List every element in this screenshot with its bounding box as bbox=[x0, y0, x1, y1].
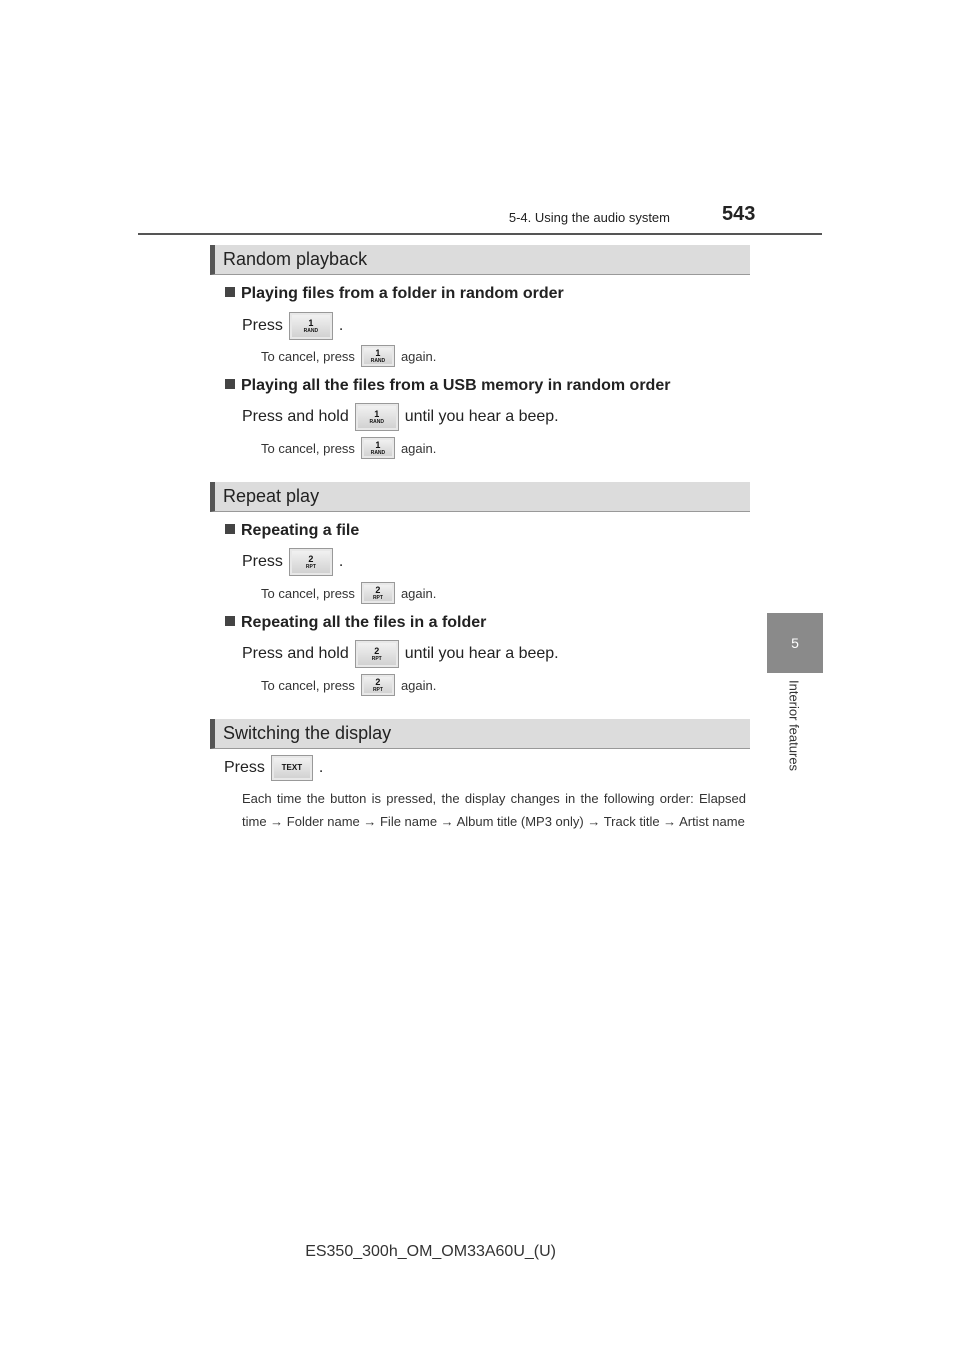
note-cancel-random-folder: To cancel, press 1 RAND again. bbox=[261, 345, 436, 367]
rand-button-icon: 1 RAND bbox=[361, 345, 395, 367]
bullet-square-icon bbox=[225, 524, 235, 534]
chapter-side-label bbox=[744, 680, 844, 800]
display-order-description: Each time the button is pressed, the display changes in the following order: Elapsed time → Folder name → File name → Album title (MP3 only) → Track title → Artist name bbox=[242, 791, 746, 829]
section-title: Random playback bbox=[223, 249, 368, 269]
section-repeat-play bbox=[210, 482, 750, 512]
bullet-square-icon bbox=[225, 287, 235, 297]
section-title: Switching the display bbox=[223, 723, 392, 743]
section-title: Repeat play bbox=[223, 486, 320, 506]
step-repeat-folder: Press and hold 2 RPT until you hear a beep. bbox=[242, 640, 559, 668]
note-cancel-repeat-file: To cancel, press 2 RPT again. bbox=[261, 582, 436, 604]
rpt-button-icon: 2 RPT bbox=[289, 548, 333, 576]
subheading-text: Playing files from a folder in random order bbox=[241, 285, 564, 302]
bullet-square-icon bbox=[225, 616, 235, 626]
note-cancel-repeat-folder: To cancel, press 2 RPT again. bbox=[261, 674, 436, 696]
subheading-text: Playing all the files from a USB memory in random order bbox=[241, 377, 671, 394]
step-end: . bbox=[338, 317, 344, 334]
step-random-usb: Press and hold 1 RAND until you hear a beep. bbox=[242, 403, 559, 431]
rpt-button-icon: 2 RPT bbox=[361, 582, 395, 604]
rand-button-icon: 1 RAND bbox=[289, 312, 333, 340]
subheading-random-usb bbox=[225, 377, 670, 395]
subheading-repeat-file: Repeating a file bbox=[225, 522, 359, 540]
text-button-icon: TEXT bbox=[271, 755, 313, 781]
page-number: 543 bbox=[722, 203, 756, 225]
rpt-button-icon: 2 RPT bbox=[355, 640, 399, 668]
chapter-number: 5 bbox=[791, 635, 799, 651]
step-text: Press bbox=[242, 317, 283, 334]
subheading-random-folder bbox=[225, 285, 564, 303]
section-random-playback bbox=[210, 245, 750, 275]
section-switching-display bbox=[210, 719, 750, 749]
rpt-button-icon: 2 RPT bbox=[361, 674, 395, 696]
step-random-folder bbox=[242, 312, 343, 340]
chapter-tab bbox=[767, 613, 823, 673]
subheading-repeat-folder: Repeating all the files in a folder bbox=[225, 614, 486, 632]
header-divider bbox=[138, 233, 822, 235]
rand-button-icon: 1 RAND bbox=[355, 403, 399, 431]
bullet-square-icon bbox=[225, 379, 235, 389]
header-section-title: 5-4. Using the audio system bbox=[508, 210, 670, 225]
rand-button-icon: 1 RAND bbox=[361, 437, 395, 459]
step-repeat-file: Press 2 RPT . bbox=[242, 548, 343, 576]
step-switch-display: Press TEXT . bbox=[224, 755, 323, 781]
document-code: ES350_300h_OM_OM33A60U_(U) bbox=[305, 1243, 556, 1260]
chapter-label: Interior features bbox=[786, 680, 802, 772]
note-cancel-random-usb: To cancel, press 1 RAND again. bbox=[261, 437, 436, 459]
